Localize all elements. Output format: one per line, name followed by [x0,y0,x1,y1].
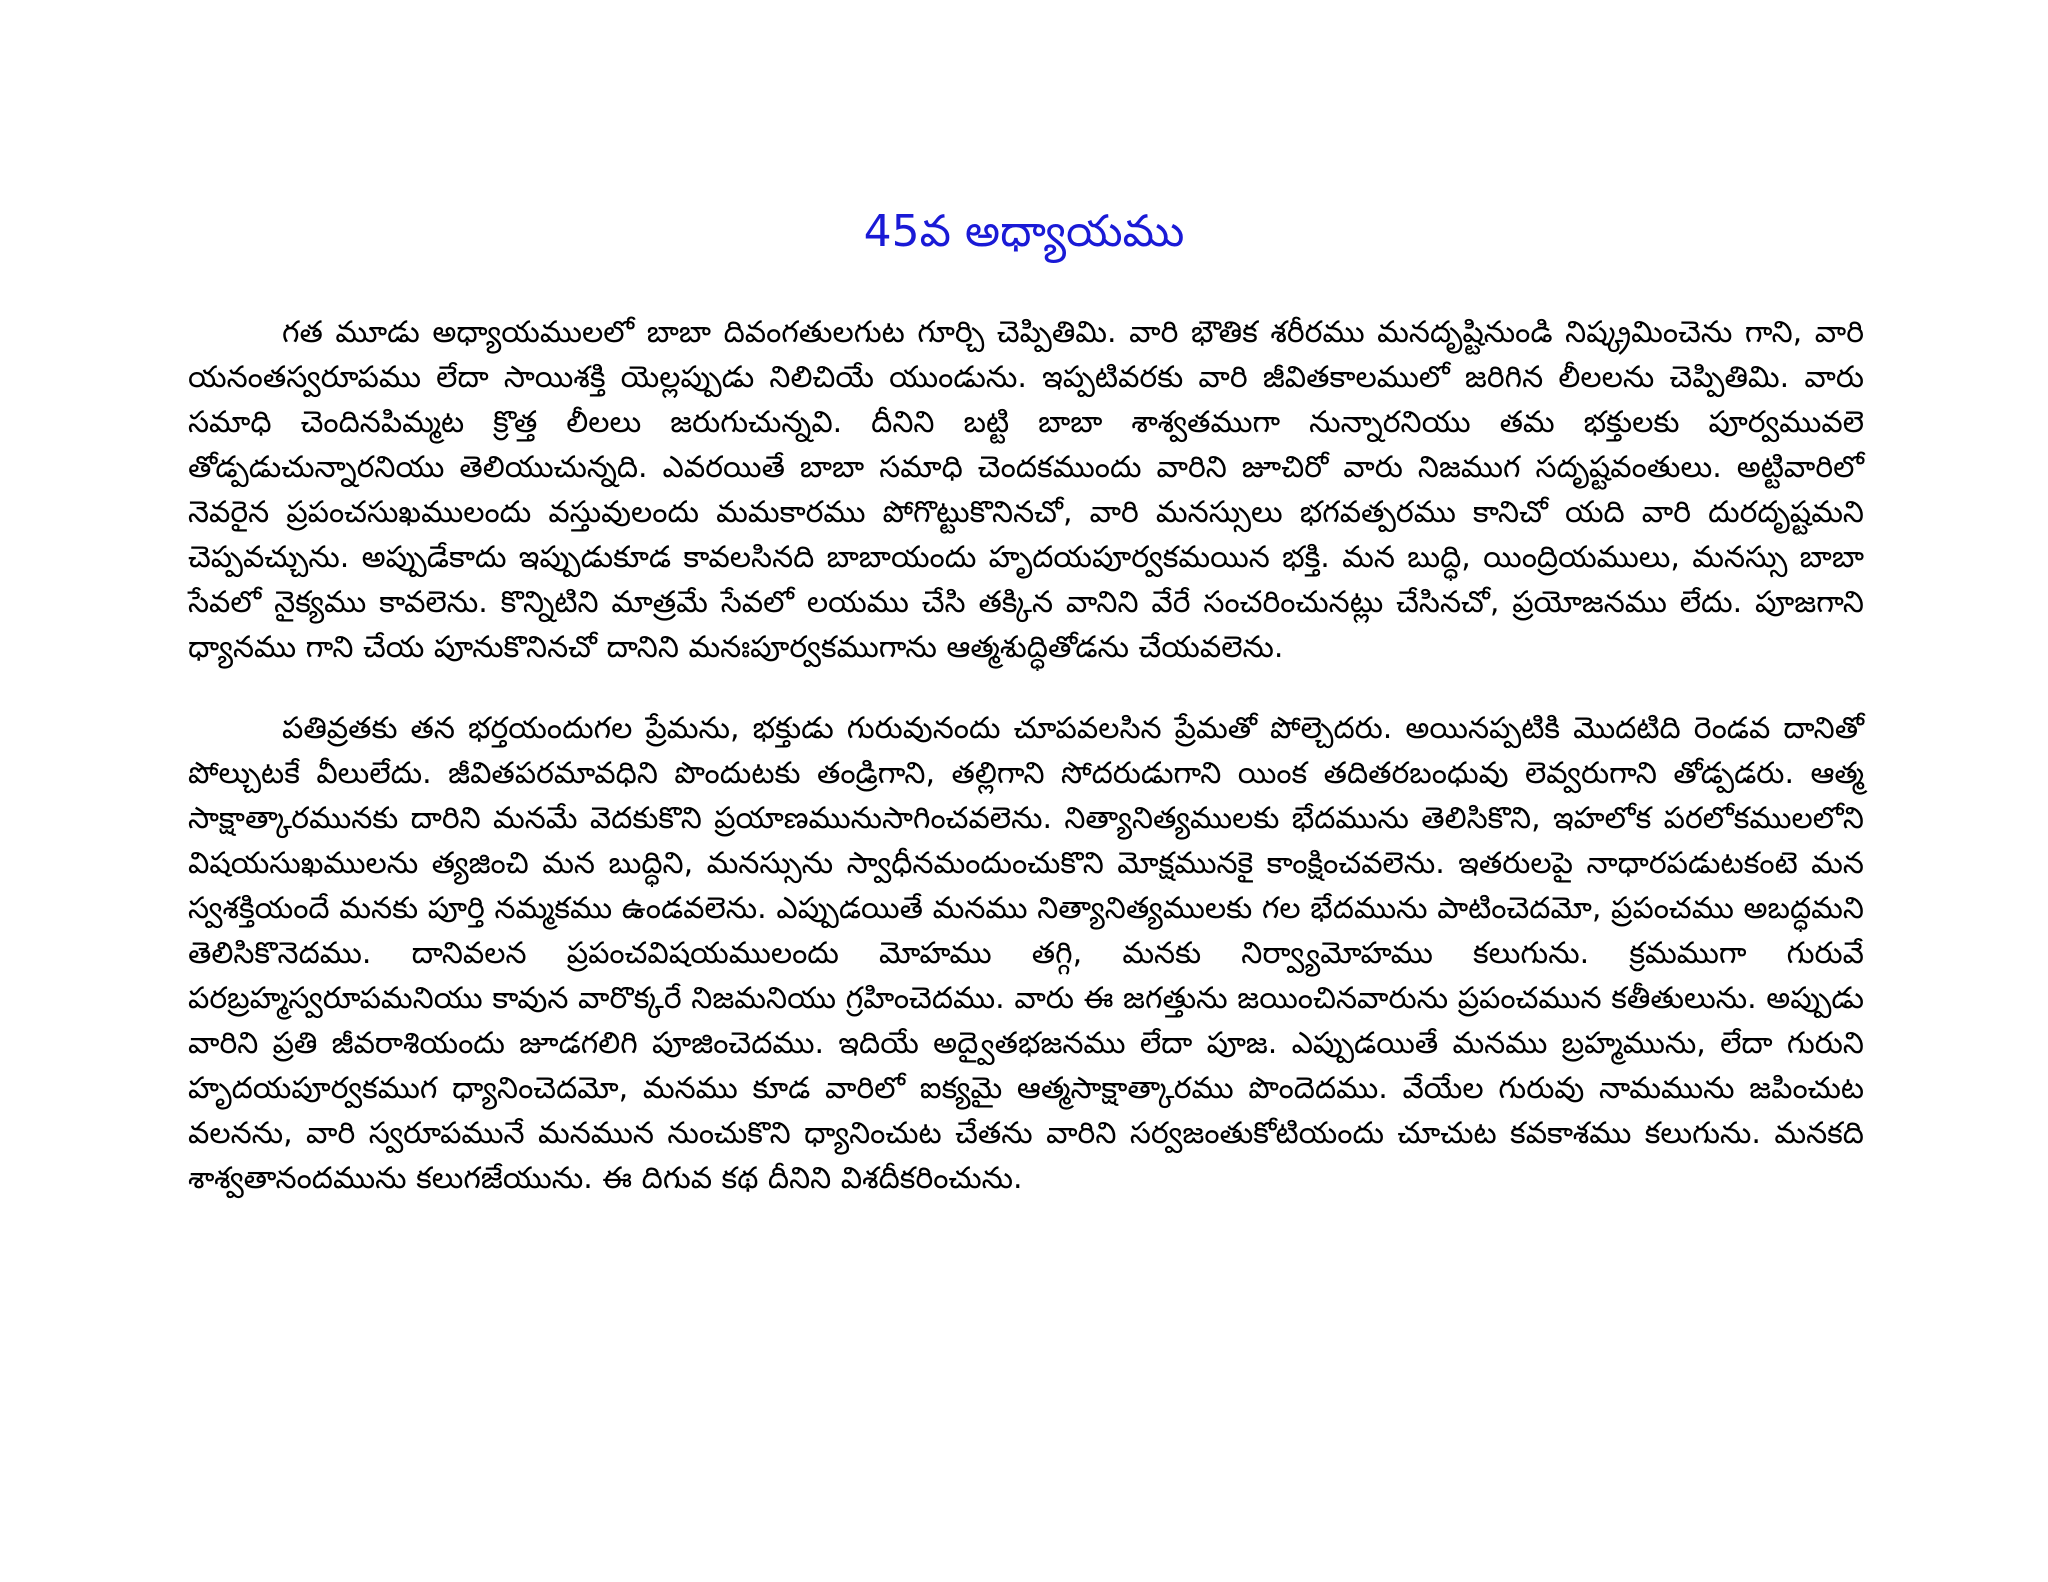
chapter-title: 45వ అధ్యాయము [863,206,1185,257]
paragraph-1: గత మూడు అధ్యాయములలో బాబా దివంగతులగుట గూర్చి చెప్పితిమి. వారి భౌతిక శరీరము మనదృష్టినుండి నిష్క్రమించెను గాని, వారి యనంతస్వరూపము లేదా సాయిశక్తి యెల్లప్పుడు నిలిచియే యుండును. ఇప్పటివరకు వారి జీవితకాలములో జరిగిన లీలలను చెప్పితిమి. వారు సమాధి చెందినపిమ్మట క్రొత్త లీలలు జరుగుచున్నవి. దీనిని బట్టి బాబా శాశ్వతముగా నున్నారనియు తమ భక్తులకు పూర్వమువలె తోడ్పడుచున్నారనియు తెలియుచున్నది. ఎవరయితే బాబా సమాధి చెందకముందు వారిని జూచిరో వారు నిజముగ సదృష్టవంతులు. అట్టివారిలో నెవరైన ప్రపంచసుఖములందు వస్తువులందు మమకారము పోగొట్టుకొనినచో, వారి మనస్సులు భగవత్పరము కానిచో యది వారి దురదృష్టమని చెప్పవచ్చును. అప్పుడేకాదు ఇప్పుడుకూడ కావలసినది బాబాయందు హృదయపూర్వకమయిన భక్తి. మన బుద్ధి, యింద్రియములు, మనస్సు బాబా సేవలో నైక్యము కావలెను. కొన్నిటిని మాత్రమే సేవలో లయము చేసి తక్కిన వానిని వేరే సంచరించునట్లు చేసినచో, ప్రయోజనము లేదు. పూజగాని ధ్యానము గాని చేయ పూనుకొనినచో దానిని మనఃపూర్వకముగాను ఆత్మశుద్ధితోడను చేయవలెను. [188,315,1864,665]
paragraph-2: పతివ్రతకు తన భర్తయందుగల ప్రేమను, భక్తుడు గురువునందు చూపవలసిన ప్రేమతో పోల్చెదరు. అయినప్పటికి మొదటిది రెండవ దానితో పోల్చుటకే వీలులేదు. జీవితపరమావధిని పొందుటకు తండ్రిగాని, తల్లిగాని సోదరుడుగాని యింక తదితరబంధువు లెవ్వరుగాని తోడ్పడరు. ఆత్మ సాక్షాత్కారమునకు దారిని మనమే వెదకుకొని ప్రయాణమునుసాగించవలెను. నిత్యానిత్యములకు భేదమును తెలిసికొని, ఇహలోక పరలోకములలోని విషయసుఖములను త్యజించి మన బుద్ధిని, మనస్సును స్వాధీనమందుంచుకొని మోక్షమునకై కాంక్షించవలెను. ఇతరులపై నాధారపడుటకంటె మన స్వశక్తియందే మనకు పూర్తి నమ్మకము ఉండవలెను. ఎప్పుడయితే మనము నిత్యానిత్యములకు గల భేదమును పాటించెదమో, ప్రపంచము అబద్ధమని తెలిసికొనెదము. దానివలన ప్రపంచవిషయములందు మోహము తగ్గి, మనకు నిర్వ్యామోహము కలుగును. క్రమముగా గురువే పరబ్రహ్మస్వరూపమనియు కావున వారొక్కరే నిజమనియు గ్రహించెదము. వారు ఈ జగత్తును జయించినవారును ప్రపంచమున కతీతులును. అప్పుడు వారిని ప్రతి జీవరాశియందు జూడగలిగి పూజించెదము. ఇదియే అద్వైతభజనము లేదా పూజ. ఎప్పుడయితే మనము బ్రహ్మమును, లేదా గురుని హృదయపూర్వకముగ ధ్యానించెదమో, మనము కూడ వారిలో ఐక్యమై ఆత్మసాక్షాత్కారము పొందెదము. వేయేల గురువు నామమును జపించుట వలనను, వారి స్వరూపమునే మనమున నుంచుకొని ధ్యానించుట చేతను వారిని సర్వజంతుకోటియందు చూచుట కవకాశము కలుగును. మనకది శాశ్వతానందమును కలుగజేయును. ఈ దిగువ కథ దీనిని విశదీకరించును. [188,711,1864,1196]
body-text [188,310,1864,1237]
